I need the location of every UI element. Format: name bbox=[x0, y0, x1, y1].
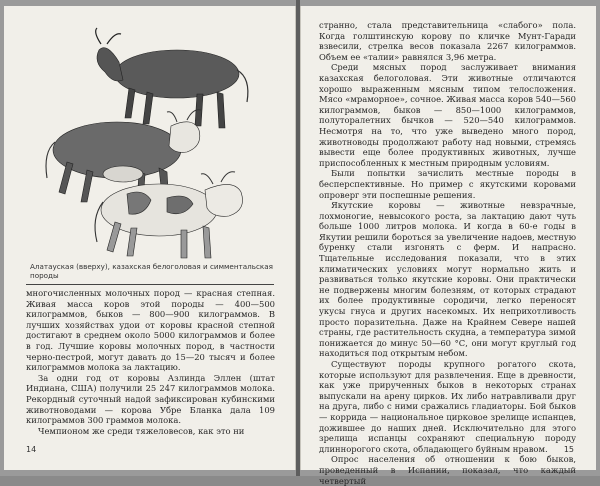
right-paragraph: Существуют породы крупного рогатого скота, которые используют для развлечения. Еще в древности, как уже прирученных быков в некоторых странах выпускали на арену цирков. Их либо натравливали друг на друга, либо с ними сражались гладиаторы. Бой быков — коррида — национальное цирковое зрелище испанцев, дожившее до наших дней. Исключительно для этого зрелища испанцы сохраняют специальную породу длиннорогого скота, обладающего буйным нравом. bbox=[319, 359, 576, 454]
right-paragraph: Среди мясных пород заслуживает внимания казахская белоголовая. Эти животные отличаются хорошо выраженным мясным типом телосложения. Мясо «мраморное», сочное. Живая масса коров 540—560 килограммов, быков — 850—1000 килограммов, полуторалетних бычков — 520—540 килограммов. Несмотря на то, что уже выведено много пород, животноводы продолжают работу над новыми, стремясь вывести еще более продуктивных животных, лучше приспособленных к местным природным условиям. bbox=[319, 62, 576, 168]
right-paragraph: Якутские коровы — животные невзрачные, лохмоногие, невысокого роста, за лактацию дают чуть больше 1000 литров молока. И когда в 60-е годы в Якутии решили бороться за увеличение надоев, местную буренку стали изгонять с ферм. И напрасно. Тщательные исследования показали, что в этих климатических условиях могут нормально жить и развиваться только якутские коровы. Они практически не подвержены многим болезням, от которых страдают их более продуктивные сородичи, легко переносят укусы гнуса и других насекомых. Их неприхотливость просто поразительна. Даже на Крайнем Севере нашей страны, где растительность скудна, а температура зимой понижается до минус 50—60 °С, они могут круглый год находиться под открытым небом. bbox=[319, 200, 576, 359]
right-page bbox=[300, 6, 596, 486]
right-paragraph: странно, стала представительница «слабого» пола. Когда голштинскую корову по кличке Мунт-Гаради взвесили, стрелка весов показала 2267 килограммов. Объем ее «талии» равнялся 3,96 метра. bbox=[319, 20, 576, 62]
page-number-left: 14 bbox=[26, 445, 37, 454]
simmental-cow-figure bbox=[95, 172, 243, 258]
left-paragraph: Чемпионом же среди тяжеловесов, как это ни bbox=[38, 425, 245, 436]
right-paragraph: Опрос населения об отношении к бою быков, проведенный в Испании, показал, что каждый четвертый bbox=[319, 454, 576, 486]
caption-divider bbox=[26, 284, 274, 285]
left-page-text bbox=[26, 288, 275, 436]
right-paragraph: Были попытки зачислить местные породы в бесперспективные. Но пример с якутскими коровами опроверг эти поспешные решения. bbox=[319, 168, 576, 200]
cattle-drawing-svg bbox=[27, 22, 275, 260]
illustration-caption: Алатауская (вверху), казахская белоголовая и симментальская породы bbox=[30, 262, 273, 280]
right-page-text bbox=[319, 20, 576, 486]
left-paragraph: многочисленных молочных пород — красная степная. Живая масса коров этой породы — 400—500 килограммов, быков — 800—900 килограммов. В лучших хозяйствах удои от коровы красной степной достигают в среднем около 5000 килограммов и более в год. Лучшие коровы молочных пород, в частности черно-пестрой, могут давать до 15—20 тысяч и более килограммов молока за лактацию. bbox=[26, 288, 275, 373]
left-paragraph: За одни год от коровы Азлинда Эллен (штат Индиана, США) получили 25 247 килограммов молока. Рекордный суточный надой зафиксирован кубинскими животноводами — корова Убре Бланка дала 109 килограммов 300 граммов молока. bbox=[26, 372, 275, 426]
cattle-illustration bbox=[27, 22, 275, 260]
page-number-right: 15 bbox=[563, 445, 574, 454]
left-page bbox=[4, 6, 296, 470]
